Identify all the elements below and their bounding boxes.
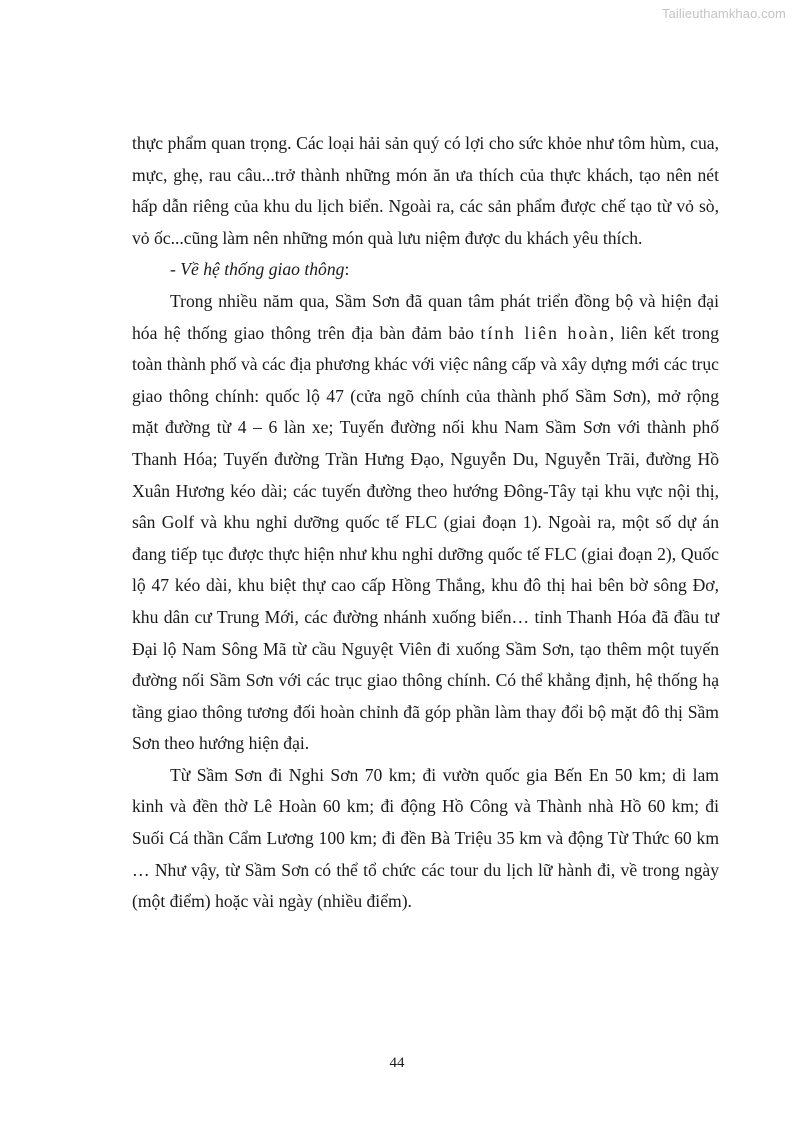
heading-suffix: :: [344, 259, 350, 280]
paragraph-transport-part2: , liên kết trong toàn thành phố và các địa phương khác với việc nâng cấp và xây dựng mới các trục giao thông chính: quốc lộ 47 (cửa ngõ chính của thành phố Sầm Sơn), mở rộng mặt đường từ 4 – 6 làn xe; Tuyến đường nối khu Nam Sầm Sơn với thành phố Thanh Hóa; Tuyến đường Trần Hưng Đạo, Nguyễn Du, Nguyễn Trãi, đường Hồ Xuân Hương kéo dài; các tuyến đường theo hướng Đông-Tây tại khu vực nội thị, sân Golf và khu nghỉ dưỡng quốc tế FLC (giai đoạn 1). Ngoài ra, một số dự án đang tiếp tục được thực hiện như khu nghỉ dưỡng quốc tế FLC (giai đoạn 2), Quốc lộ 47 kéo dài, khu biệt thự cao cấp Hồng Thắng, khu đô thị hai bên bờ sông Đơ, khu dân cư Trung Mới, các đường nhánh xuống biển… tỉnh Thanh Hóa đã đầu tư Đại lộ Nam Sông Mã từ cầu Nguyệt Viên đi xuống Sầm Sơn, tạo thêm một tuyến đường nối Sầm Sơn với các trục giao thông chính. Có thể khẳng định, hệ thống hạ tầng giao thông tương đối hoàn chỉnh đã góp phần làm thay đổi bộ mặt đô thị Sầm Sơn theo hướng hiện đại.: [132, 322, 719, 754]
watermark-text: Tailieuthamkhao.com: [661, 6, 786, 21]
paragraph-transport-spaced: tính liên hoàn: [480, 322, 610, 343]
paragraph-transport-part1: Trong nhiều năm qua, Sầm Sơn đã quan tâm phát triển đồng bộ và hiện đại hóa hệ thống giao thông trên địa bàn đảm bảo: [132, 290, 719, 343]
heading-text: Về hệ thống giao thông: [180, 259, 345, 280]
page-number: 44: [389, 1055, 405, 1071]
paragraph-seafood: thực phẩm quan trọng. Các loại hải sản quý có lợi cho sức khỏe như tôm hùm, cua, mực, ghẹ, rau câu...trở thành những món ăn ưa thích của thực khách, tạo nên nét hấp dẫn riêng của khu du lịch biển. Ngoài ra, các sản phẩm được chế tạo từ vỏ sò, vỏ ốc...cũng làm nên những món quà lưu niệm được du khách yêu thích.: [132, 133, 719, 248]
paragraph-distances: Từ Sầm Sơn đi Nghi Sơn 70 km; đi vườn quốc gia Bến En 50 km; di lam kinh và đền thờ Lê Hoàn 60 km; đi động Hồ Công và Thành nhà Hồ 60 km; đi Suối Cá thần Cẩm Lương 100 km; đi đền Bà Triệu 35 km và động Từ Thức 60 km … Như vậy, từ Sầm Sơn có thể tổ chức các tour du lịch lữ hành đi, về trong ngày (một điểm) hoặc vài ngày (nhiều điểm).: [132, 764, 719, 912]
document-body: [132, 128, 719, 918]
paragraph-transport-development: [132, 286, 719, 760]
heading-prefix: -: [170, 259, 181, 280]
section-heading-transport: [132, 254, 719, 286]
